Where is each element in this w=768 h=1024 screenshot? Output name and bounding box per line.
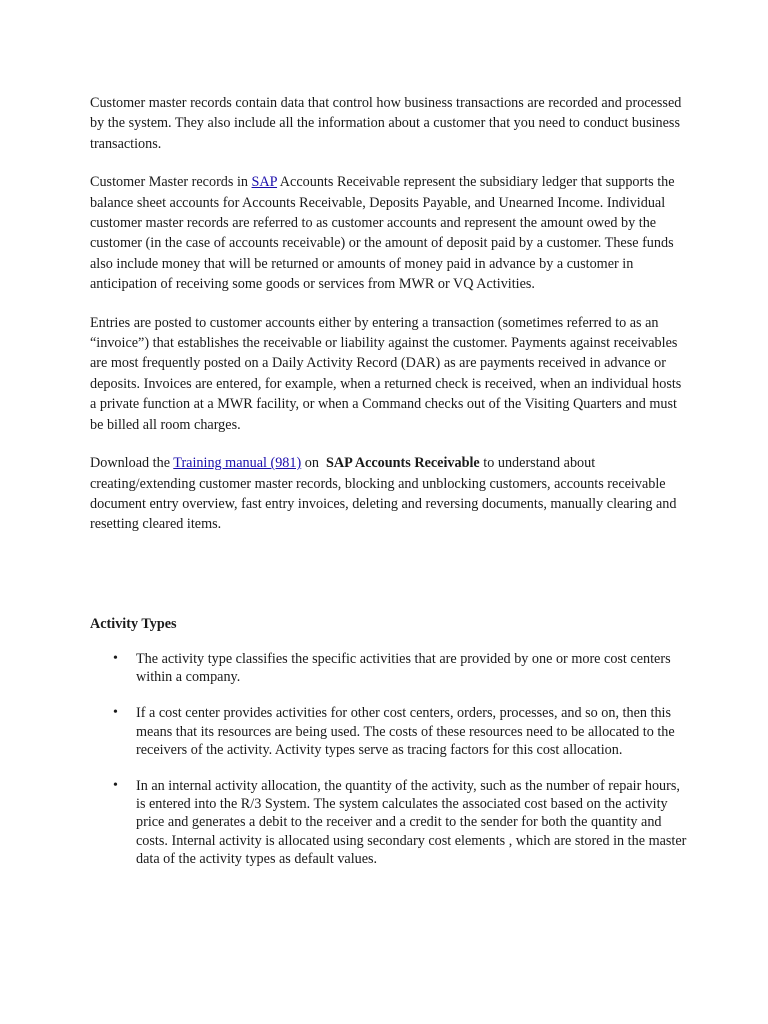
- paragraph-download-on: on: [301, 455, 327, 472]
- list-item: [90, 704, 690, 759]
- list-item: [90, 650, 690, 686]
- section-heading-activity-types: Activity Types: [90, 616, 177, 632]
- bullet-icon: •: [113, 705, 118, 721]
- bullet-icon: •: [113, 778, 118, 794]
- paragraph-entries: Entries are posted to customer accounts either by entering a transaction (sometimes referred to as an “invoice”) that establishes the receivable or liability against the customer. Payments against receivables are most frequently posted on a Daily Activity Record (DAR) as are payments received in advance or deposits. Invoices are entered, for example, when a returned check is received, when an individual hosts a private function at a MWR facility, or when a Command checks out of the Visiting Quarters and must be billed all room charges.: [90, 314, 682, 433]
- body-text: [90, 93, 690, 535]
- paragraph-download-rest: to understand about creating/extending customer master records, blocking and unblocking customers, accounts receivable document entry overview, fast entry invoices, deleting and reversing documents, manually clearing and resetting cleared items.: [90, 455, 677, 533]
- paragraph-intro: Customer master records contain data that control how business transactions are recorded and processed by the system. They also include all the information about a customer that you need to conduct business transactions.: [90, 95, 682, 152]
- sap-ar-bold: SAP Accounts Receivable: [326, 455, 480, 472]
- activity-types-list: [90, 650, 690, 868]
- paragraph-master-records-rest: Accounts Receivable represent the subsidiary ledger that supports the balance sheet accounts for Accounts Receivable, Deposits Payable, and Unearned Income. Individual customer master records are referred to as customer accounts and represent the amount owed by the customer (in the case of accounts receivable) or the amount of deposit paid by a customer. These funds also include money that will be returned or amounts of money paid in advance by a customer in anticipation of receiving some goods or services from MWR or VQ Activities.: [90, 174, 675, 293]
- paragraph-download: [90, 453, 690, 535]
- list-item: [90, 777, 690, 868]
- list-item-text: In an internal activity allocation, the quantity of the activity, such as the number of repair hours, is entered into the R/3 System. The system calculates the associated cost based on the activity price and generates a debit to the receiver and a credit to the sender for both the quantity and costs. Internal activity is allocated using secondary cost elements , which are stored in the master data of the activity types as default values.: [136, 778, 687, 867]
- sap-link[interactable]: SAP: [251, 174, 278, 191]
- list-item-text: The activity type classifies the specific activities that are provided by one or more cost centers within a company.: [136, 651, 671, 686]
- paragraph-master-records: [90, 172, 690, 294]
- training-manual-link[interactable]: Training manual (981): [173, 455, 302, 472]
- list-item-text: If a cost center provides activities for other cost centers, orders, processes, and so on, then this means that its resources are being used. The costs of these resources need to be allocated to the receivers of the activity. Activity types serve as tracing factors for this cost allocation.: [136, 705, 675, 758]
- bullet-icon: •: [113, 651, 118, 666]
- paragraph-download-start: Download the: [90, 455, 174, 472]
- paragraph-master-records-start: Customer Master records in: [90, 174, 252, 191]
